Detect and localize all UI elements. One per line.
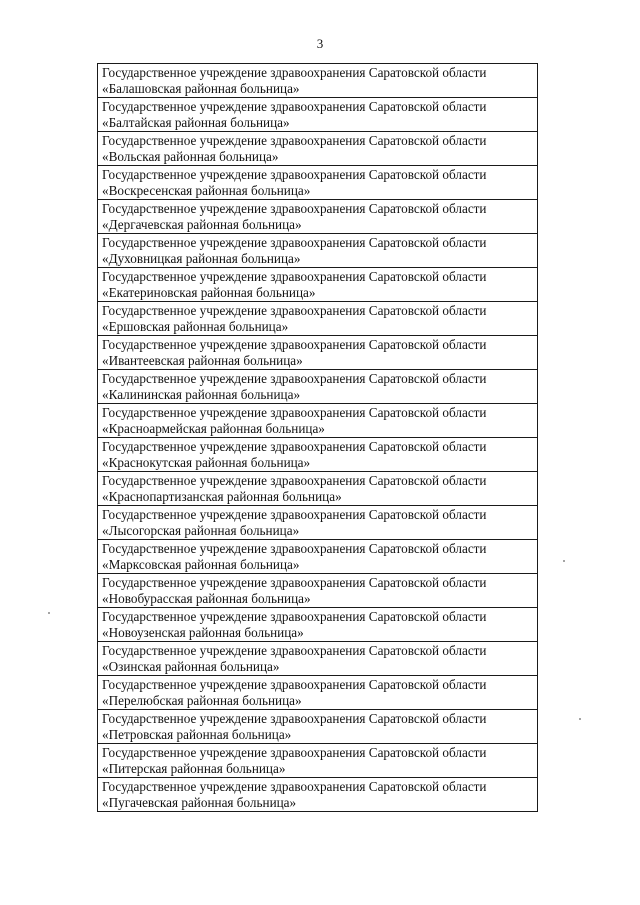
hospital-name-text: «Новоузенская районная больница»	[102, 625, 304, 640]
institution-type-text: Государственное учреждение здравоохранения Саратовской области	[102, 303, 487, 318]
institution-type-text: Государственное учреждение здравоохранения Саратовской области	[102, 65, 487, 80]
table-row	[98, 234, 537, 268]
table-row	[98, 744, 537, 778]
institution-type-text: Государственное учреждение здравоохранения Саратовской области	[102, 133, 487, 148]
institution-type-text: Государственное учреждение здравоохранения Саратовской области	[102, 235, 487, 250]
table-row	[98, 302, 537, 336]
hospital-name-text: «Перелюбская районная больница»	[102, 693, 302, 708]
table-row	[98, 268, 537, 302]
table-row	[98, 336, 537, 370]
hospital-name-text: «Дергачевская районная больница»	[102, 217, 302, 232]
hospital-name-text: «Питерская районная больница»	[102, 761, 286, 776]
hospital-name-text: «Калининская районная больница»	[102, 387, 301, 402]
hospital-name-text: «Балтайская районная больница»	[102, 115, 290, 130]
institution-type-text: Государственное учреждение здравоохранения Саратовской области	[102, 643, 487, 658]
hospital-name-text: «Пугачевская районная больница»	[102, 795, 297, 810]
hospital-name-text: «Марксовская районная больница»	[102, 557, 300, 572]
table-row	[98, 676, 537, 710]
table-row	[98, 132, 537, 166]
table-row	[98, 506, 537, 540]
table-row	[98, 472, 537, 506]
institution-type-text: Государственное учреждение здравоохранения Саратовской области	[102, 99, 487, 114]
hospital-name-text: «Лысогорская районная больница»	[102, 523, 300, 538]
table-row	[98, 438, 537, 472]
page-number: 3	[316, 36, 324, 51]
table-row	[98, 642, 537, 676]
hospital-name-text: «Озинская районная больница»	[102, 659, 280, 674]
institution-type-text: Государственное учреждение здравоохранения Саратовской области	[102, 609, 487, 624]
table-row	[98, 540, 537, 574]
table-row	[98, 404, 537, 438]
hospital-name-text: «Краснокутская районная больница»	[102, 455, 311, 470]
hospital-name-text: «Воскресенская районная больница»	[102, 183, 311, 198]
table-row	[98, 200, 537, 234]
hospital-name-text: «Екатериновская районная больница»	[102, 285, 316, 300]
table-row	[98, 166, 537, 200]
scan-speck	[579, 718, 581, 720]
institution-type-text: Государственное учреждение здравоохранения Саратовской области	[102, 575, 487, 590]
table-row	[98, 608, 537, 642]
institution-type-text: Государственное учреждение здравоохранения Саратовской области	[102, 711, 487, 726]
institution-type-text: Государственное учреждение здравоохранения Саратовской области	[102, 269, 487, 284]
table-row	[98, 710, 537, 744]
hospital-name-text: «Вольская районная больница»	[102, 149, 279, 164]
table-row	[98, 370, 537, 404]
hospital-name-text: «Ершовская районная больница»	[102, 319, 289, 334]
hospital-name-text: «Новобурасская районная больница»	[102, 591, 311, 606]
hospital-name-text: «Краснопартизанская районная больница»	[102, 489, 342, 504]
scan-speck	[48, 612, 50, 614]
hospital-name-text: «Петровская районная больница»	[102, 727, 292, 742]
table-row	[98, 574, 537, 608]
hospital-table	[97, 63, 538, 812]
table-row	[98, 778, 537, 812]
institution-type-text: Государственное учреждение здравоохранения Саратовской области	[102, 405, 487, 420]
institution-type-text: Государственное учреждение здравоохранения Саратовской области	[102, 201, 487, 216]
hospital-name-text: «Красноармейская районная больница»	[102, 421, 325, 436]
institution-type-text: Государственное учреждение здравоохранения Саратовской области	[102, 473, 487, 488]
table-row	[98, 98, 537, 132]
institution-type-text: Государственное учреждение здравоохранения Саратовской области	[102, 541, 487, 556]
institution-type-text: Государственное учреждение здравоохранения Саратовской области	[102, 677, 487, 692]
institution-type-text: Государственное учреждение здравоохранения Саратовской области	[102, 507, 487, 522]
institution-type-text: Государственное учреждение здравоохранения Саратовской области	[102, 337, 487, 352]
scan-speck	[563, 560, 565, 562]
hospital-name-text: «Ивантеевская районная больница»	[102, 353, 303, 368]
institution-type-text: Государственное учреждение здравоохранения Саратовской области	[102, 371, 487, 386]
hospital-name-text: «Балашовская районная больница»	[102, 81, 300, 96]
institution-type-text: Государственное учреждение здравоохранения Саратовской области	[102, 779, 487, 794]
table-row	[98, 64, 537, 98]
institution-type-text: Государственное учреждение здравоохранения Саратовской области	[102, 439, 487, 454]
institution-type-text: Государственное учреждение здравоохранения Саратовской области	[102, 167, 487, 182]
hospital-name-text: «Духовницкая районная больница»	[102, 251, 301, 266]
institution-type-text: Государственное учреждение здравоохранения Саратовской области	[102, 745, 487, 760]
